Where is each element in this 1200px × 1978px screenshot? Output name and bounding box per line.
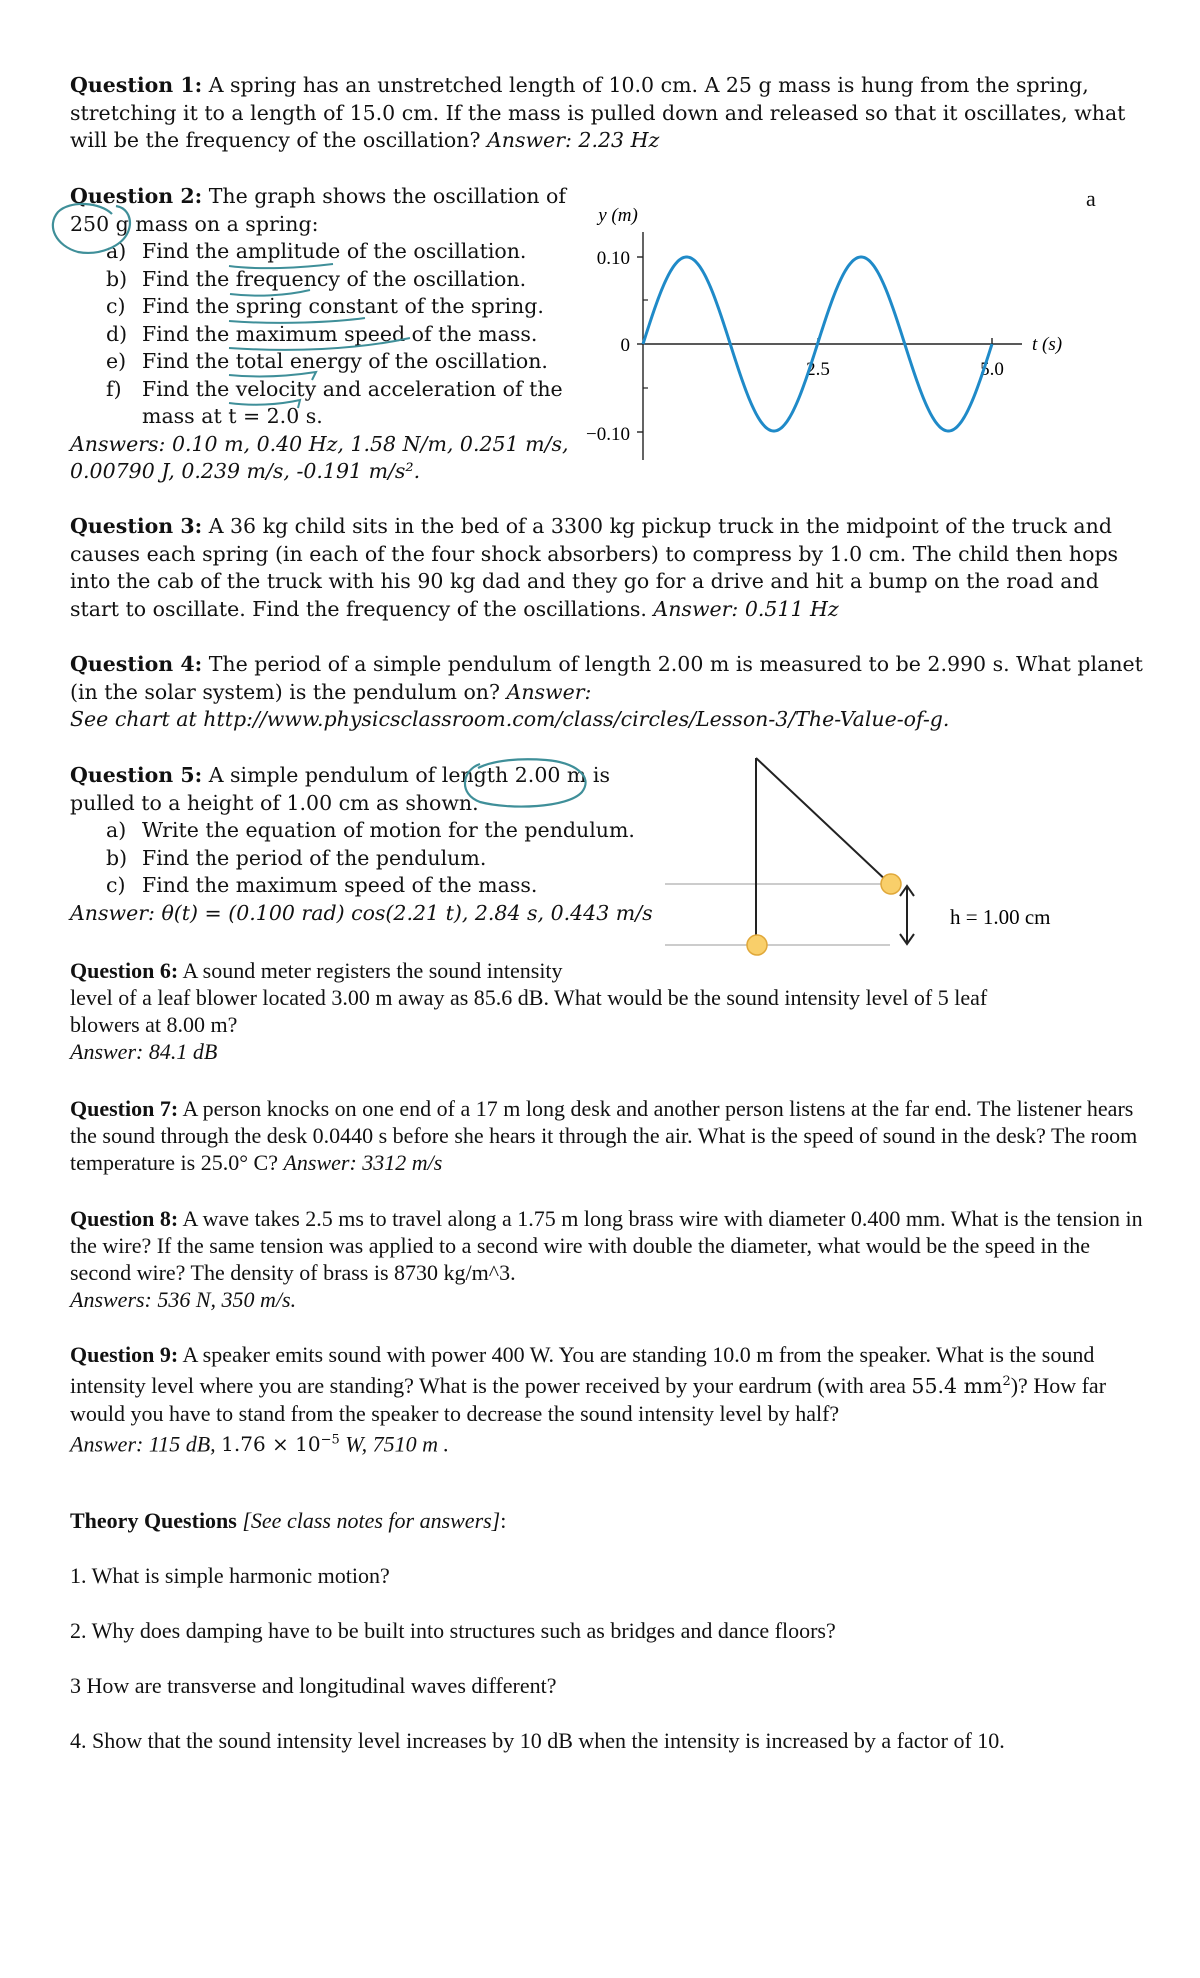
theory-item-4: 4. Show that the sound intensity level increases by 10 dB when the intensity is increased by a factor of 10.: [70, 1728, 1005, 1753]
part-letter: b): [106, 845, 128, 870]
underline-velocity: [229, 400, 300, 408]
question-9-text-a: A speaker emits sound with power 400 W. You are standing 10.0 m from the speaker. What is the sound intensity level where you are standing? What is the power received by your eardrum (with area: [70, 1342, 1095, 1398]
oscillation-graph: [560, 190, 1080, 470]
question-5-part-b: [106, 845, 670, 873]
question-7-text: A person knocks on one end of a 17 m long desk and another person listens at the far end. The listener hears the sound through the desk 0.0440 s before she hears it through the air. What is the speed of sound in the desk? The room temperature is 25.0° C?: [70, 1096, 1138, 1175]
question-9: [70, 1341, 1155, 1458]
question-8-label: Question 8:: [70, 1206, 179, 1231]
graph-xlabel: t (s): [1032, 334, 1063, 355]
part-text: Find the maximum speed of the mass.: [142, 873, 538, 897]
question-9-label: Question 9:: [70, 1342, 179, 1367]
ytick-label-top: 0.10: [596, 248, 630, 269]
area-exponent: 2: [1002, 1374, 1011, 1389]
question-4: [70, 651, 1150, 734]
circle-annotation-length: [465, 759, 586, 806]
answer-power-base: 1.76 × 10: [221, 1432, 321, 1457]
part-letter: c): [106, 294, 126, 318]
height-label: h = 1.00 cm: [950, 905, 1051, 929]
question-2-intro-text: The graph shows the oscillation of: [208, 184, 566, 208]
question-8-answer: Answers: 536 N, 350 m/s.: [70, 1287, 297, 1312]
question-9-answer: [70, 1427, 1155, 1459]
part-letter: a): [106, 239, 127, 263]
theory-heading: [70, 1507, 1150, 1534]
question-7-label: Question 7:: [70, 1096, 179, 1121]
part-text: Find the amplitude of the oscillation.: [142, 239, 527, 263]
underline-maximum-speed: [229, 338, 410, 350]
question-5-part-c: [106, 872, 670, 900]
question-2-annotations: [0, 0, 600, 430]
question-5-part-a: [106, 817, 670, 845]
question-1-answer: Answer: 2.23 Hz: [486, 128, 660, 152]
theory-item-3: 3 How are transverse and longitudinal waves different?: [70, 1673, 557, 1698]
question-9-area: [911, 1374, 1010, 1398]
pendulum-diagram: [660, 752, 1080, 962]
question-9-text-c: )? How far would you have to stand from the speaker to decrease the sound intensity level by half?: [70, 1372, 1107, 1426]
question-5-answer: [70, 900, 670, 928]
ytick-label-bottom: −0.10: [586, 424, 630, 445]
underline-total-energy: [229, 372, 316, 380]
part-text: Find the total energy of the oscillation.: [142, 349, 548, 373]
question-4-answer-link: See chart at http://www.physicsclassroom.com/class/circles/Lesson-3/The-Value-of-g.: [70, 707, 950, 731]
question-4-label: Question 4:: [70, 652, 203, 676]
question-2-answer-line2: 0.00790 J, 0.239 m/s, -0.191 m/s².: [70, 459, 421, 483]
question-7: [70, 1095, 1150, 1176]
underline-frequency: [230, 290, 310, 296]
theory-heading-note: [See class notes for answers]: [242, 1508, 501, 1533]
circle-annotation-250g: [53, 204, 130, 253]
question-6-line3: blowers at 8.00 m?: [70, 1012, 238, 1037]
graph-ylabel: y (m): [598, 205, 638, 226]
part-letter: d): [106, 321, 128, 346]
question-5-label: Question 5:: [70, 763, 203, 787]
part-letter: f): [106, 376, 122, 401]
underline-spring-constant: [229, 318, 365, 323]
part-text: Find the velocity and acceleration of the mass at t = 2.0 s.: [142, 376, 563, 428]
answer-part-c: W, 7510 m .: [339, 1431, 449, 1457]
question-5-annotation: [450, 752, 600, 812]
question-3-text: A 36 kg child sits in the bed of a 3300 kg pickup truck in the midpoint of the truck and causes each spring (in each of the four shock absorbers) to compress by 1.0 cm. The child then hops into the cab of the truck with his 90 kg dad and they go for a drive and hit a bump on the road and start to oscillate. Find the frequency of the oscillations.: [70, 514, 1119, 621]
answer-power: [221, 1432, 340, 1456]
question-3: [70, 513, 1150, 623]
part-letter: a): [106, 818, 127, 842]
part-letter: b): [106, 266, 128, 291]
question-2-label: Question 2:: [70, 184, 203, 208]
answer-part-a: Answer: 115 dB,: [70, 1431, 222, 1457]
pendulum-bob-raised: [881, 874, 901, 894]
corner-mark: a: [1086, 186, 1096, 211]
question-7-answer: Answer: 3312 m/s: [283, 1150, 443, 1175]
question-5-parts: [106, 817, 670, 900]
xtick-label-2-5: 2.5: [806, 359, 830, 380]
theory-heading-colon: :: [500, 1508, 507, 1533]
answer-equation: θ(t) = (0.100 rad) cos(2.21 t),: [161, 900, 469, 925]
theory-item-2: 2. Why does damping have to be built into structures such as bridges and dance floors?: [70, 1618, 836, 1643]
pendulum-displaced-string: [756, 758, 890, 884]
question-3-answer: Answer: 0.511 Hz: [653, 596, 839, 621]
question-6-line2: level of a leaf blower located 3.00 m away as 85.6 dB. What would be the sound intensity level of 5 leaf: [70, 985, 988, 1010]
part-text: Find the period of the pendulum.: [142, 845, 487, 870]
theory-item-1: 1. What is simple harmonic motion?: [70, 1563, 390, 1588]
part-text: Write the equation of motion for the pendulum.: [142, 818, 635, 842]
question-6-label: Question 6:: [70, 958, 179, 983]
question-3-label: Question 3:: [70, 514, 203, 538]
question-8: [70, 1205, 1150, 1313]
question-8-text: A wave takes 2.5 ms to travel along a 1.75 m long brass wire with diameter 0.400 mm. What is the tension in the wire? If the same tension was applied to a second wire with double the diameter, what would be the speed in the second wire? The density of brass is 8730 kg/m^3.: [70, 1206, 1143, 1285]
part-text: Find the frequency of the oscillation.: [142, 266, 527, 291]
theory-heading-title: Theory Questions: [70, 1508, 237, 1533]
answer-rest: 2.84 s, 0.443 m/s: [468, 900, 653, 925]
part-text: Find the spring constant of the spring.: [142, 294, 544, 318]
underline-amplitude: [229, 264, 333, 268]
answer-prefix: Answer:: [70, 900, 162, 925]
part-letter: e): [106, 349, 127, 373]
question-5-text: A simple pendulum of length 2.00 m is: [208, 763, 610, 787]
answer-power-exponent: −5: [320, 1432, 340, 1448]
question-6-answer: Answer: 84.1 dB: [70, 1039, 218, 1064]
question-1-label: Question 1:: [70, 73, 203, 97]
question-6: [70, 957, 1150, 1065]
question-4-answer: Answer:: [506, 679, 592, 704]
ytick-label-zero: 0: [620, 335, 630, 356]
question-6-text-1: A sound meter registers the sound intensity: [182, 958, 563, 983]
xtick-label-5-0: 5.0: [980, 359, 1004, 380]
question-6-line1: [70, 957, 1150, 984]
question-1-text: A spring has an unstretched length of 10.0 cm. A 25 g mass is hung from the spring, stretching it to a length of 15.0 cm. If the mass is pulled down and released so that it oscillates, what will be the frequency of the oscillation?: [70, 73, 1126, 152]
question-5-line2: pulled to a height of 1.00 cm as shown.: [70, 790, 479, 815]
pendulum-bob-rest: [747, 935, 767, 955]
question-4-text: The period of a simple pendulum of length 2.00 m is measured to be 2.990 s. What planet (in the solar system) is the pendulum on?: [70, 652, 1143, 704]
question-2-intro-line2: 250 g mass on a spring:: [70, 211, 319, 236]
part-letter: c): [106, 873, 126, 897]
part-text: Find the maximum speed of the mass.: [142, 321, 538, 346]
area-value: 55.4 mm: [911, 1373, 1003, 1398]
question-2-answer-line1: Answers: 0.10 m, 0.40 Hz, 1.58 N/m, 0.251 m/s,: [70, 431, 569, 456]
